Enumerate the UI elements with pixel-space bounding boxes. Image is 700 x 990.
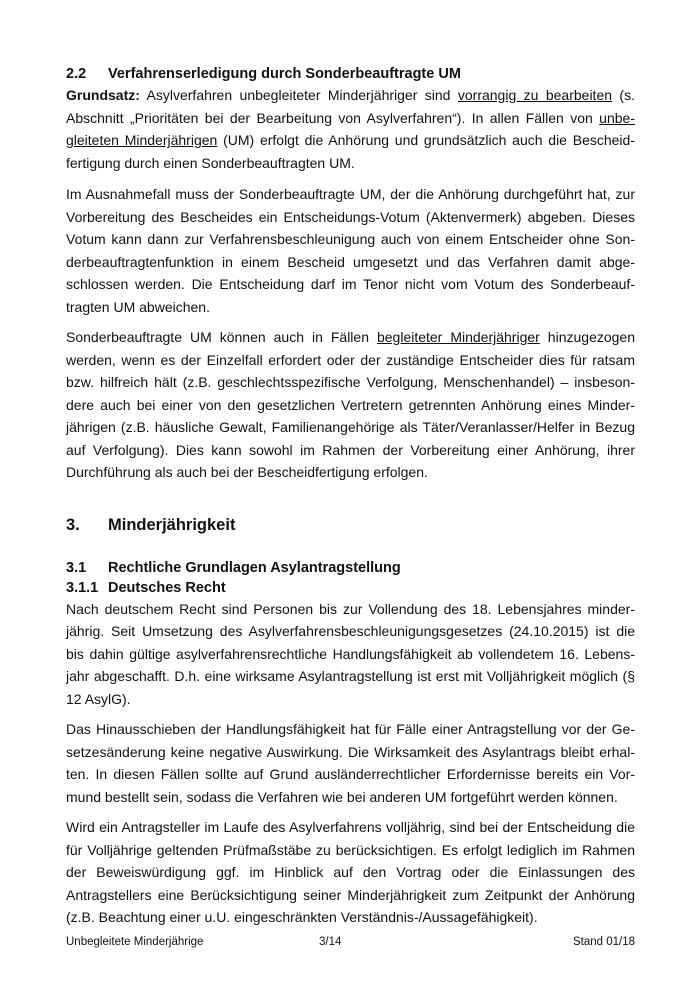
paragraph-grundsatz xyxy=(66,84,635,174)
paragraph-ausnahmefall: Im Ausnahmefall muss der Sonderbeauftragte UM, der die Anhörung durchgeführt hat, zur Vorbereitung des Bescheides ein Entscheidungs-Votum (Aktenvermerk) abgeben. Dieses Votum kann dann zur Verfahrensbeschleunigung auch von einem Entscheider ohne Sonderbeauftragtenfunktion in einem Bescheid umgesetzt und das Verfahren damit abgeschlossen werden. Die Entscheidung darf im Tenor nicht vom Votum des Sonderbeauftragten UM abweichen. xyxy=(66,186,635,315)
heading-2-2-number: 2.2 xyxy=(66,66,87,82)
paragraph-sonderbeauftragte xyxy=(66,326,635,484)
heading-2-2-title: Verfahrenserledigung durch Sonderbeauftragte UM xyxy=(108,66,461,82)
heading-3-1-1 xyxy=(66,578,635,598)
heading-2-2 xyxy=(66,64,635,84)
page-footer xyxy=(66,934,635,950)
paragraph-deutsches-recht: Nach deutschem Recht sind Personen bis zur Vollendung des 18. Lebensjahres minderjährig. Seit Umsetzung des Asylverfahrensbeschleunigungsgesetzes (24.10.2015) ist die bis dahin gültige asylverfahrensrechtliche Handlungsfähigkeit ab vollendetem 16. Lebensjahr abgeschafft. D.h. eine wirksame Asylantragstellung ist erst mit Volljährigkeit möglich (§ 12 AsylG). xyxy=(66,600,635,707)
heading-3-number: 3. xyxy=(66,515,80,534)
grundsatz-lead: Grundsatz: xyxy=(66,87,140,103)
paragraph-volljaehrig: Wird ein Antragsteller im Laufe des Asylverfahrens volljährig, sind bei der Entscheidung die für Volljährige geltenden Prüfmaßstäbe zu berücksichtigen. Es erfolgt lediglich im Rahmen der Beweiswürdigung ggf. im Hinblick auf den Vortrag oder die Einlassungen des Antragstellers eine Berücksichtigung seiner Minderjährigkeit zum Zeitpunkt der Anhörung (z.B. Beachtung einer u.U. eingeschränkten Verständnis-/Aussagefähigkeit). xyxy=(66,819,635,925)
heading-3-1-number: 3.1 xyxy=(66,559,87,576)
heading-3-1 xyxy=(66,558,635,578)
grundsatz-text-1: Asylverfahren unbegleiteter Minderjähriger sind xyxy=(139,87,458,103)
heading-3-title: Minderjährigkeit xyxy=(108,515,236,534)
grundsatz-text-3: (UM) erfolgt die Anhörung und grundsätzlich auch die Bescheidfertigung durch einen Sonderbeauftragten UM. xyxy=(66,132,635,171)
underline-begleiteter: begleiteter Minderjähriger xyxy=(376,329,540,345)
sonderbeauftragte-text-1: Sonderbeauftragte UM können auch in Fällen xyxy=(66,329,377,345)
underline-vorrangig: vorrangig zu bearbeiten xyxy=(457,87,613,103)
heading-3-1-1-title: Deutsches Recht xyxy=(108,579,226,596)
grundsatz-text-2: (s. Abschnitt „Prioritäten bei der Bearbeitung von Asylverfahren“). In allen Fällen von xyxy=(66,87,635,126)
underline-unbegleiteten: unbegleiteten Minderjährigen xyxy=(66,109,635,148)
footer-title: Unbegleitete Minderjährige xyxy=(66,936,204,948)
sonderbeauftragte-text-2: hinzugezogen werden, wenn es der Einzelfall erfordert oder der zuständige Entscheider dies für ratsam bzw. hilfreich hält (z.B. geschlechtsspezifische Verfolgung, Menschenhandel) – insbesondere auch bei einer von den gesetzlichen Vertretern getrennten Anhörung eines Minderjährigen (z.B. häusliche Gewalt, Familienangehörige als Täter/Veranlasser/Helfer in Bezug auf Verfolgung). Dies kann sowohl im Rahmen der Vorbereitung einer Anhörung, ihrer Durchführung als auch bei der Bescheidfertigung erfolgen. xyxy=(66,329,635,480)
page-content xyxy=(66,64,635,929)
heading-3-1-1-number: 3.1.1 xyxy=(66,579,99,596)
paragraph-hinausschieben: Das Hinausschieben der Handlungsfähigkeit hat für Fälle einer Antragstellung vor der Gesetzesänderung keine negative Auswirkung. Die Wirksamkeit des Asylantrags bleibt erhalten. In diesen Fällen sollte auf Grund ausländerrechtlicher Erfordernisse bereits ein Vormund bestellt sein, sodass die Verfahren wie bei anderen UM fortgeführt werden können. xyxy=(66,721,635,805)
footer-version: Stand 01/18 xyxy=(572,936,635,948)
heading-3-1-title: Rechtliche Grundlagen Asylantragstellung xyxy=(108,559,401,576)
heading-3 xyxy=(66,514,635,536)
page-number: 3/14 xyxy=(319,936,342,948)
